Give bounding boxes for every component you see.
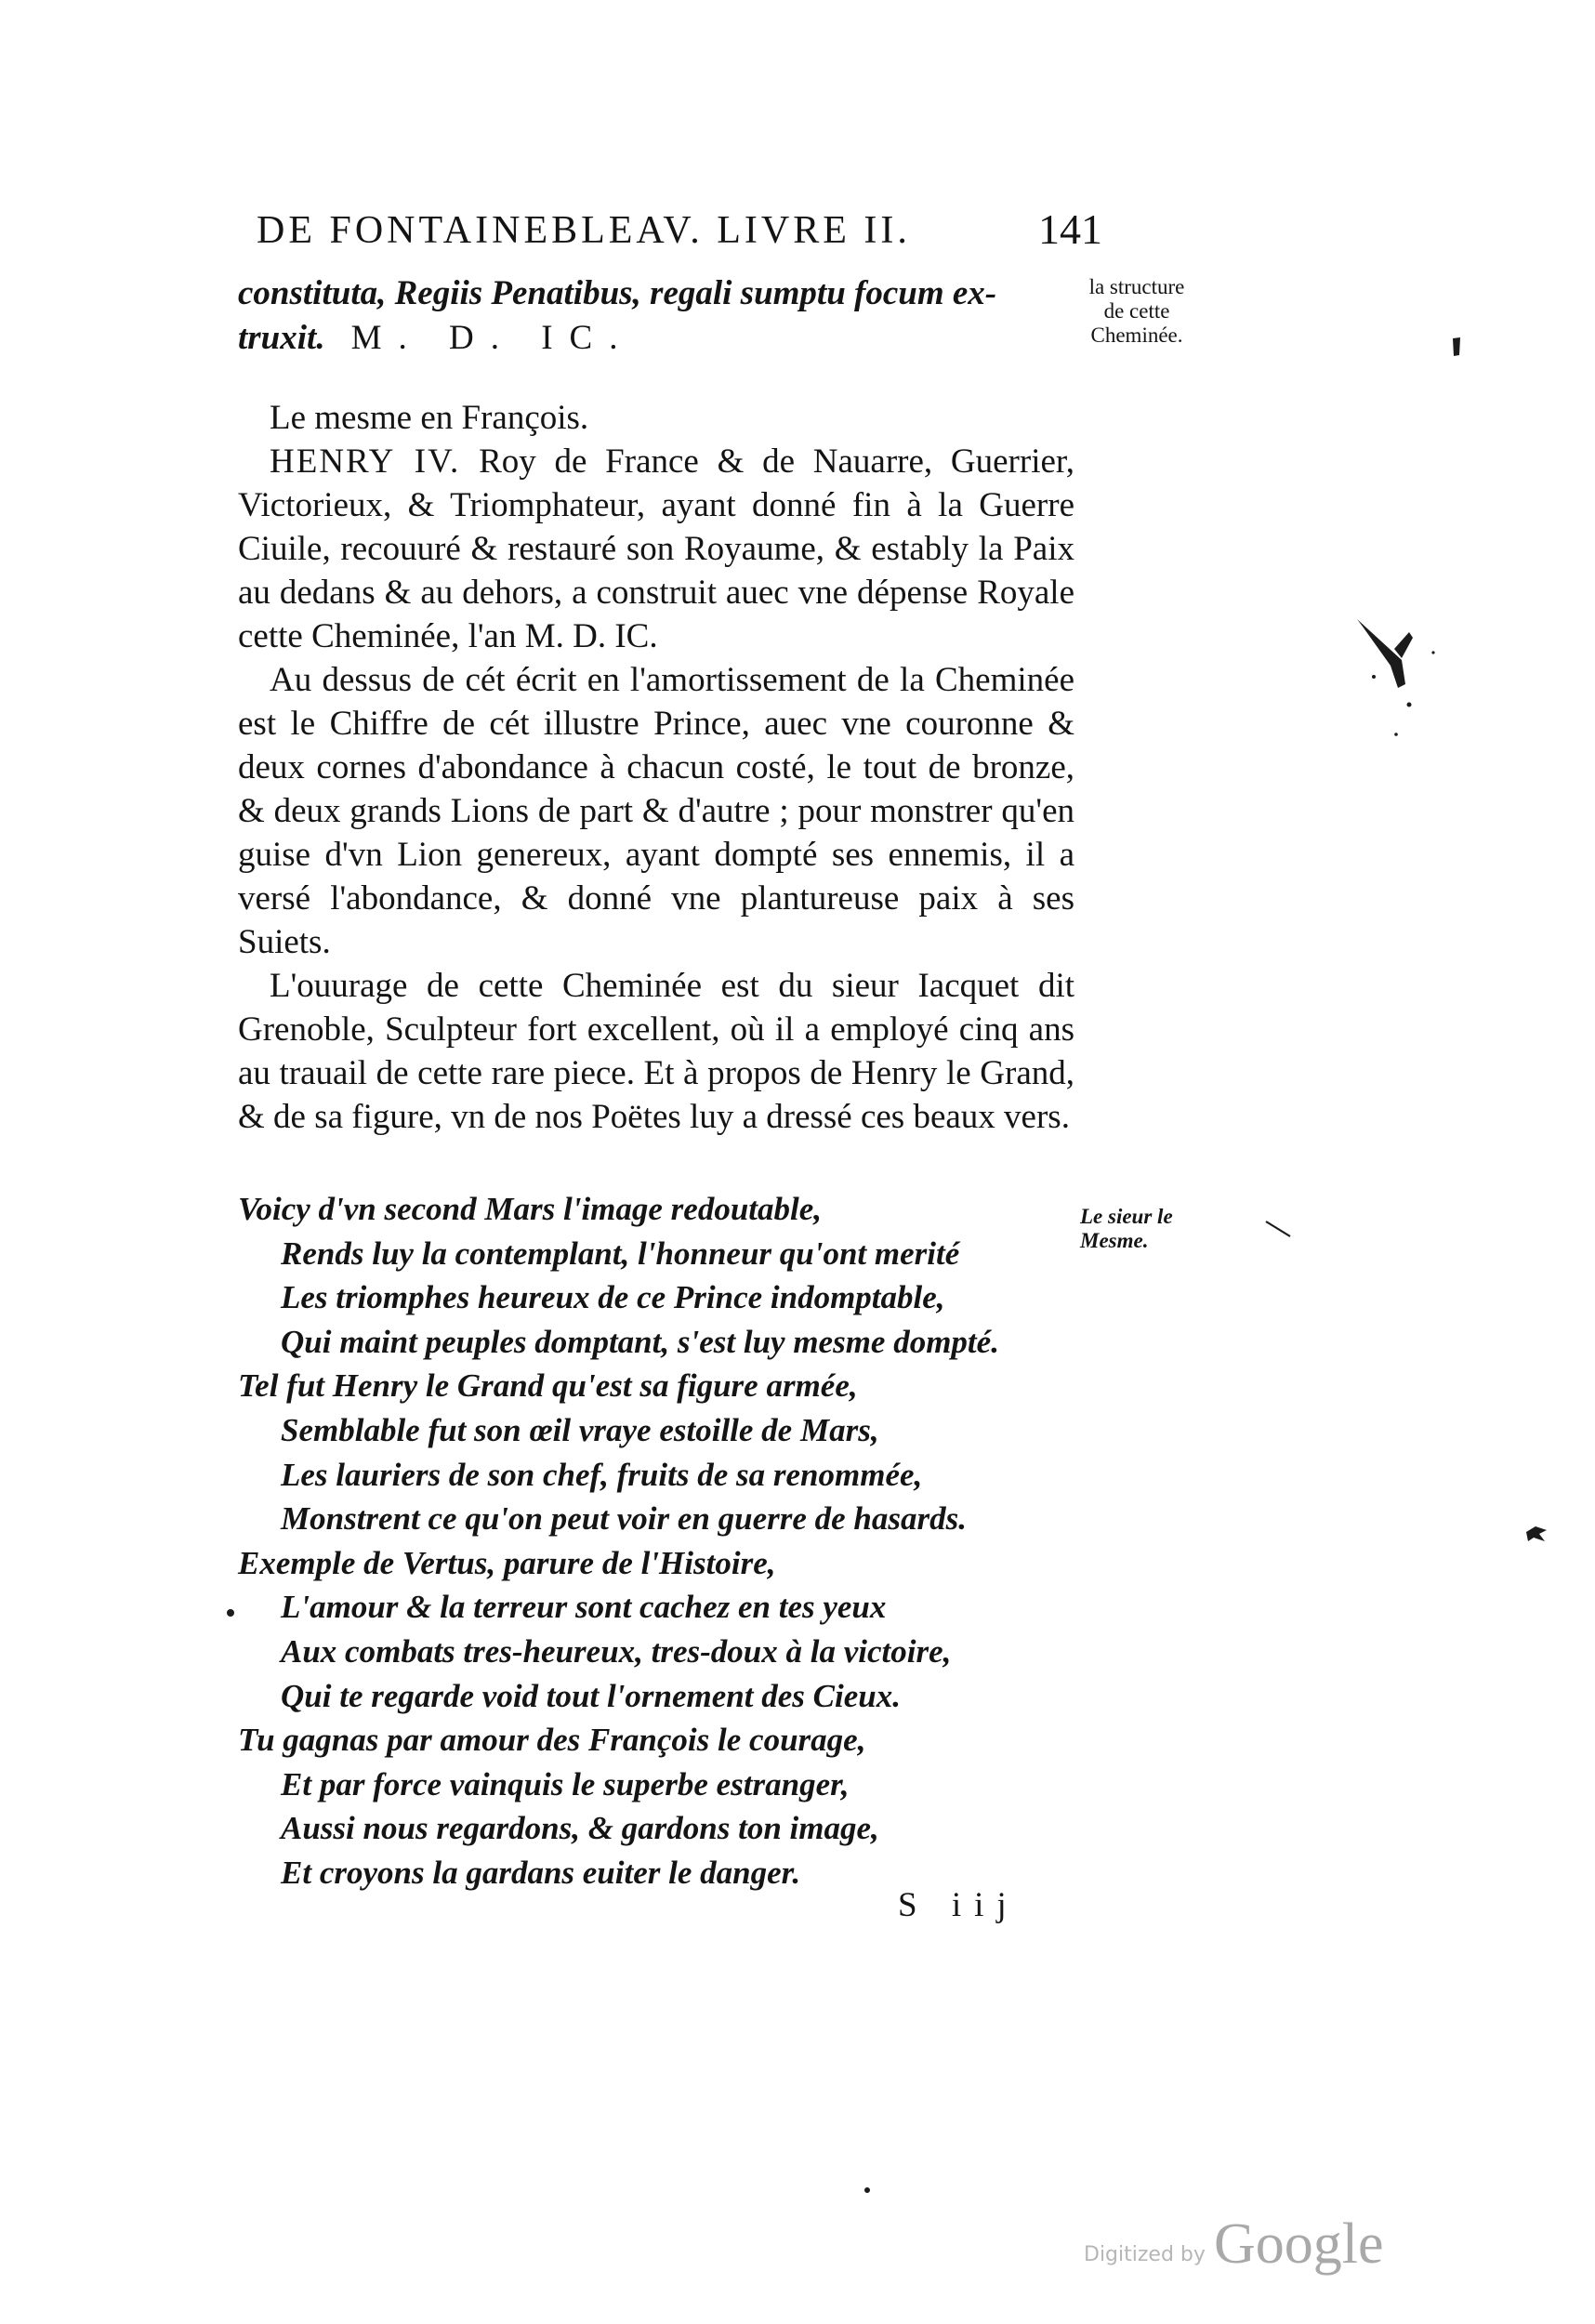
verse-line: Monstrent ce qu'on peut voir en guerre de hasards. (281, 1500, 967, 1538)
margin-note-author (1080, 1205, 1192, 1253)
poem (238, 1187, 1093, 1895)
verse-line: Aussi nous regardons, & gardons ton image, (281, 1810, 879, 1847)
main-text (238, 396, 1074, 1139)
google-wordmark (1214, 2211, 1411, 2276)
google-wordmark-text: Google (1214, 2212, 1384, 2276)
verse-line: Tel fut Henry le Grand qu'est sa figure armée, (238, 1367, 858, 1405)
digitized-by-google-watermark (1084, 2211, 1411, 2276)
margin-note-line: de cette (1103, 299, 1170, 323)
verse-line: Les lauriers de son chef, fruits de sa renommée, (281, 1456, 923, 1493)
latin-line-2-text: truxit. (238, 319, 325, 357)
paragraph-text: Roy de France & de Nauarre, Guerrier, Victorieux, & Triomphateur, ayant donné fin à la Guerre Ciuile, recouuré & restauré son Royaume, & estably la Paix au dedans & au dehors, a construit auec vne dépense Royale cette Cheminée, l'an M. D. IC. (238, 442, 1074, 655)
latin-line-1: constituta, Regiis Penatibus, regali sumptu focum ex- (238, 274, 997, 312)
verse-line: Et croyons la gardans euiter le danger. (281, 1854, 801, 1891)
paragraph-text: L'ouurage de cette Cheminée est du sieur Iacquet dit Grenoble, Sculpteur fort excellent, où il a employé cinq ans au trauail de cette rare piece. Et à propos de Henry le Grand, & de sa figure, vn de nos Poëtes luy a dressé ces beaux vers. (238, 967, 1074, 1136)
ink-splatter (1353, 595, 1446, 744)
running-head-title: DE FONTAINEBLEAV. LIVRE II. (257, 209, 911, 252)
verse-line: Qui te regarde void tout l'ornement des Cieux. (281, 1677, 901, 1714)
margin-note-structure (1067, 275, 1206, 348)
verse-line: Voicy d'vn second Mars l'image redoutable, (238, 1191, 823, 1227)
latin-date: M. D. IC. (350, 319, 635, 357)
verse-line: Rends luy la contemplant, l'honneur qu'ont merité (281, 1235, 960, 1272)
verse-line: Et par force vainquis le superbe estranger, (281, 1765, 850, 1802)
verse-line: Aux combats tres-heureux, tres-doux à la victoire, (281, 1632, 952, 1670)
paragraph (238, 658, 1074, 964)
paragraph (238, 440, 1074, 658)
ink-speck (863, 2186, 871, 2194)
latin-line-2 (238, 316, 1056, 361)
watermark-prefix: Digitized by (1084, 2243, 1206, 2266)
paragraph (238, 964, 1074, 1139)
ink-speck (1524, 1525, 1549, 1543)
latin-inscription (238, 271, 1056, 361)
page-number: 141 (1038, 205, 1102, 253)
translation-heading: Le mesme en François. (270, 399, 589, 437)
verse-line: Les triomphes heureux de ce Prince indomptable, (281, 1279, 945, 1316)
margin-note-line: Cheminée. (1090, 324, 1183, 347)
margin-note-line: la structure (1088, 275, 1185, 298)
verse-line: Qui maint peuples domptant, s'est luy mesme dompté. (281, 1323, 999, 1360)
running-head (257, 205, 1102, 264)
margin-note-line: Mesme. (1080, 1229, 1149, 1252)
margin-note-line: Le sieur le (1080, 1205, 1173, 1228)
paragraph-text: Au dessus de cét écrit en l'amortissement de la Cheminée est le Chiffre de cét illustre Prince, auec vne couronne & deux cornes d'abondance à chacun costé, le tout de bronze, & deux grands Lions de part & d'autre ; pour monstrer qu'en guise d'vn Lion genereux, ayant dompté ses ennemis, il a versé l'abondance, & donné vne plantureuse paix à ses Suiets. (238, 661, 1074, 961)
ink-speck (1450, 337, 1463, 357)
ink-mark (1264, 1218, 1292, 1240)
signature-mark: S iij (898, 1886, 1020, 1924)
verse-line: Tu gagnas par amour des François le courage, (238, 1722, 866, 1759)
verse-line: Exemple de Vertus, parure de l'Histoire, (238, 1544, 776, 1581)
bullet-dot (226, 1608, 235, 1618)
paragraph-lead: HENRY IV. (270, 442, 461, 481)
verse-line: L'amour & la terreur sont cachez en tes yeux (281, 1589, 887, 1626)
verse-line: Semblable fut son œil vraye estoille de Mars, (281, 1411, 879, 1448)
